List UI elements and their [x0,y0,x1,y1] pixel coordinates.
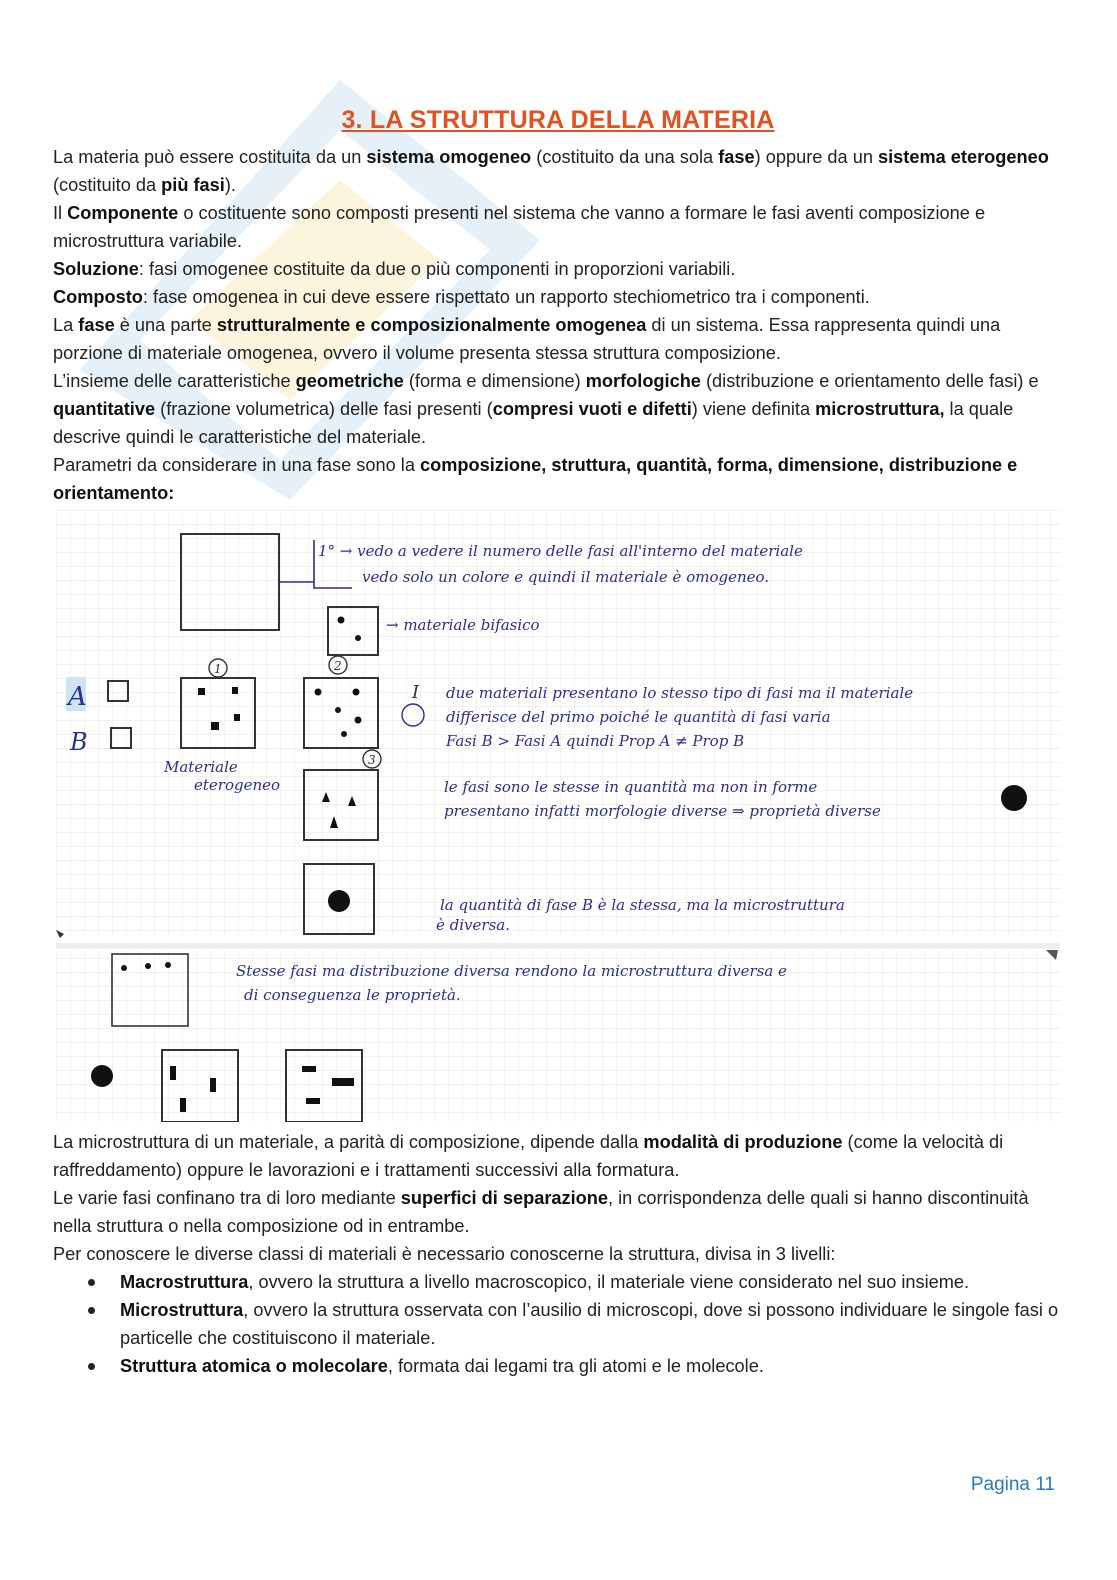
paragraph: L’insieme delle caratteristiche geometriche (forma e dimensione) morfologiche (distribuzione e orientamento delle fasi) e quantitative (frazione volumetrica) delle fasi presenti (compresi vuoti e difetti) viene definita microstruttura, la quale descrive quindi le caratteristiche del materiale. [53,371,1039,447]
paragraph: Parametri da considerare in una fase sono la composizione, struttura, quantità, forma, dimensione, distribuzione e orientamento: [53,455,1018,503]
paragraph: La materia può essere costituita da un sistema omogeneo (costituito da una sola fase) oppure da un sistema eterogeneo (costituito da più fasi). [53,147,1049,195]
list-item: Struttura atomica o molecolare, formata dai legami tra gli atomi e le molecole. [120,1352,1063,1380]
handwritten-notes-figure [56,510,1060,1122]
paragraph: Per conoscere le diverse classi di materiali è necessario conoscerne la struttura, divisa in 3 livelli: [53,1244,836,1264]
note-line: vedo solo un colore e quindi il materiale è omogeneo. [362,568,770,586]
paragraph: La fase è una parte strutturalmente e composizionalmente omogenea di un sistema. Essa rappresenta quindi una porzione di materiale omogenea, ovvero il volume presenta stessa struttura composizione. [53,315,1001,363]
list-item: Microstruttura, ovvero la struttura osservata con l’ausilio di microscopi, dove si possono individuare le singole fasi o particelle che costituiscono il materiale. [120,1296,1063,1352]
list-item: Macrostruttura, ovvero la struttura a livello macroscopico, il materiale viene considerato nel suo insieme. [120,1268,1063,1296]
paragraph: Soluzione: fasi omogenee costituite da due o più componenti in proporzioni variabili. [53,259,736,279]
note-line: Stesse fasi ma distribuzione diversa rendono la microstruttura diversa e [236,962,787,980]
note-line: presentano infatti morfologie diverse ⇒ proprietà diverse [444,802,881,820]
structure-levels-list [53,1268,1063,1380]
note-line: di conseguenza le proprietà. [244,986,461,1004]
label-a: A [68,682,87,712]
note-line: è diversa. [436,916,510,934]
box-number: 1 [214,662,222,676]
note-line: le fasi sono le stesse in quantità ma non in forme [444,778,818,796]
note-line: differisce del primo poiché le quantità di fasi varia [446,708,831,726]
note-line: Materiale [164,758,238,776]
box-number: 2 [334,659,342,673]
paragraph: Le varie fasi confinano tra di loro mediante superfici di separazione, in corrispondenza delle quali si hanno discontinuità nella struttura o nella composizione od in entrambe. [53,1188,1029,1236]
box-number: 3 [368,753,376,767]
roman-numeral: I [412,682,420,703]
page-title: 3. LA STRUTTURA DELLA MATERIA [341,106,775,134]
note-line: 1° → vedo a vedere il numero delle fasi all'interno del materiale [318,542,803,560]
page-number: Pagina 11 [970,1474,1055,1495]
note-line: due materiali presentano lo stesso tipo di fasi ma il materiale [446,684,914,702]
note-line: eterogeneo [194,776,281,794]
note-line: la quantità di fase B è la stessa, ma la microstruttura [440,896,845,914]
label-b: B [70,728,88,756]
paragraph: Composto: fase omogenea in cui deve essere rispettato un rapporto stechiometrico tra i componenti. [53,287,870,307]
intro-text [53,143,1063,507]
note-line: → materiale bifasico [386,616,540,634]
closing-text [53,1128,1063,1380]
paragraph: Il Componente o costituente sono composti presenti nel sistema che vanno a formare le fasi aventi composizione e microstruttura variabile. [53,203,986,251]
note-line: Fasi B > Fasi A quindi Prop A ≠ Prop B [446,732,745,750]
paragraph: La microstruttura di un materiale, a parità di composizione, dipende dalla modalità di produzione (come la velocità di raffreddamento) oppure le lavorazioni e i trattamenti successivi alla formatura. [53,1132,1004,1180]
